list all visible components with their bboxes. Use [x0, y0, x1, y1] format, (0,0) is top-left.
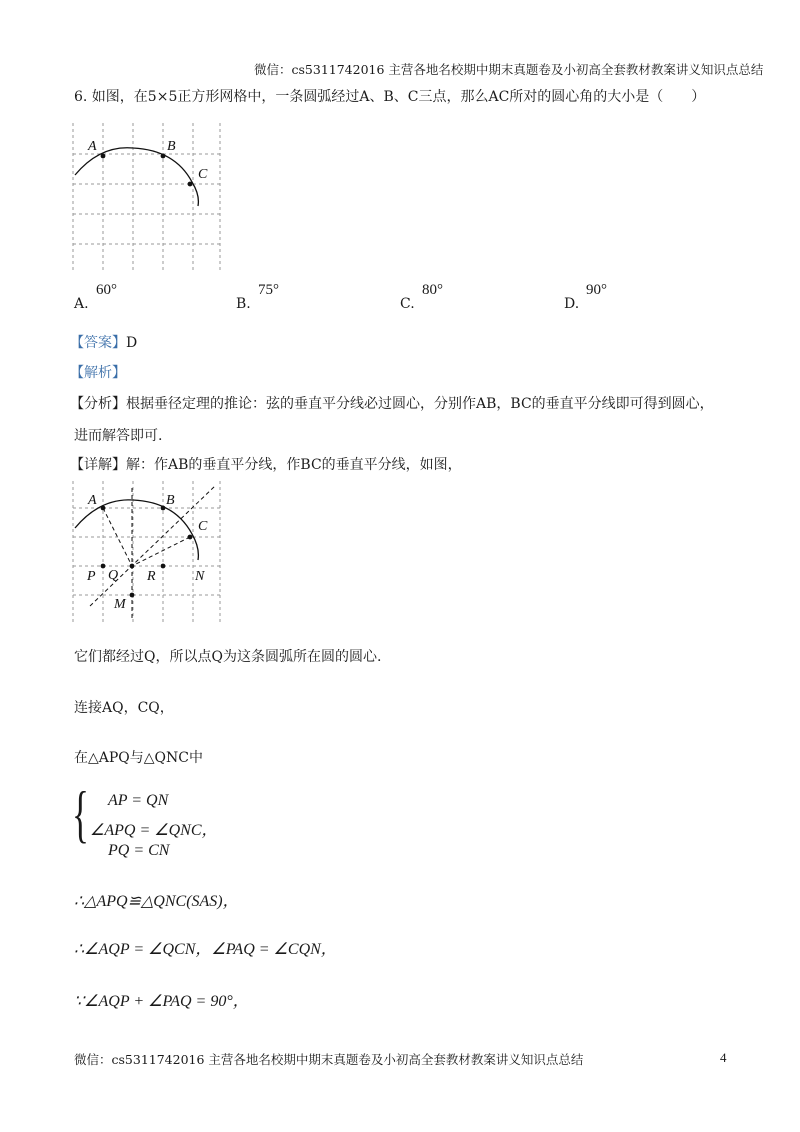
label-a: A: [88, 493, 97, 508]
xiangjie-text: 解：作AB的垂直平分线，作BC的垂直平分线，如图，: [126, 457, 462, 473]
label-n: N: [195, 569, 205, 584]
point-a: [101, 506, 106, 511]
label-q: Q: [108, 568, 119, 583]
arc: [75, 500, 198, 560]
point-c: [188, 182, 193, 187]
option-a-value: 60°: [96, 282, 117, 298]
page-number: 4: [720, 1050, 727, 1065]
fenxi-text-1: 根据垂径定理的推论：弦的垂直平分线必过圆心，分别作AB，BC的垂直平分线即可得到圆心，: [126, 396, 714, 412]
page-footer: 微信：cs5311742016 主营各地名校期中期末真题卷及小初高全套教材教案讲义知识点总结: [74, 1052, 584, 1067]
option-a-letter: A.: [74, 296, 89, 312]
fenxi-line-1: [70, 393, 714, 413]
label-r: R: [147, 569, 156, 584]
fenxi-tag: 【分析】: [70, 396, 126, 412]
system-brace: {: [72, 778, 89, 849]
arc: [75, 148, 198, 206]
point-c: [188, 535, 193, 540]
solution-line-2: 连接AQ，CQ，: [74, 700, 174, 716]
system-eq-1: AP = QN: [108, 792, 169, 809]
point-b: [161, 506, 166, 511]
point-p: [101, 564, 106, 569]
option-b-value: 75°: [258, 282, 279, 298]
solution-line-6: ∵∠AQP + ∠PAQ = 90°，: [74, 993, 249, 1010]
solution-line-3: 在△APQ与△QNC中: [74, 750, 203, 766]
point-q: [130, 564, 135, 569]
label-a: A: [88, 139, 97, 154]
xiangjie-tag: 【详解】: [70, 457, 126, 473]
point-m: [130, 593, 135, 598]
answer-line: [70, 332, 137, 352]
solution-line-5: ∴∠AQP = ∠QCN，∠PAQ = ∠CQN，: [74, 941, 337, 958]
question-text: 6. 如图，在5×5正方形网格中，一条圆弧经过A、B、C三点，那么AC所对的圆心角的大小是（ ）: [74, 89, 706, 105]
point-a: [101, 154, 106, 159]
point-b: [161, 154, 166, 159]
figure-grid-arc: [70, 120, 230, 280]
option-c-letter: C.: [400, 296, 415, 312]
system-eq-2: ∠APQ = ∠QNC，: [90, 822, 218, 839]
label-b: B: [167, 139, 176, 154]
point-r: [161, 564, 166, 569]
label-c: C: [198, 167, 208, 182]
page-header: 微信：cs5311742016 主营各地名校期中期末真题卷及小初高全套教材教案讲义知识点总结: [254, 62, 764, 77]
figure-solution: [70, 478, 230, 628]
xiangjie-line: [70, 454, 462, 474]
option-d-value: 90°: [586, 282, 607, 298]
solution-line-1: 它们都经过Q，所以点Q为这条圆弧所在圆的圆心.: [74, 649, 382, 665]
label-b: B: [166, 493, 175, 508]
label-c: C: [198, 519, 208, 534]
answer-tag: 【答案】: [70, 335, 126, 351]
option-b-letter: B.: [236, 296, 251, 312]
fenxi-line-2: 进而解答即可.: [74, 428, 163, 444]
option-c-value: 80°: [422, 282, 443, 298]
construction-lines: [90, 486, 215, 618]
solution-line-4: ∴△APQ≌△QNC(SAS)，: [74, 893, 239, 910]
option-d-letter: D.: [564, 296, 580, 312]
analysis-tag: 【解析】: [70, 365, 126, 381]
label-m: M: [114, 597, 126, 612]
label-p: P: [87, 569, 96, 584]
system-eq-3: PQ = CN: [108, 842, 170, 859]
answer-value: D: [126, 335, 138, 351]
